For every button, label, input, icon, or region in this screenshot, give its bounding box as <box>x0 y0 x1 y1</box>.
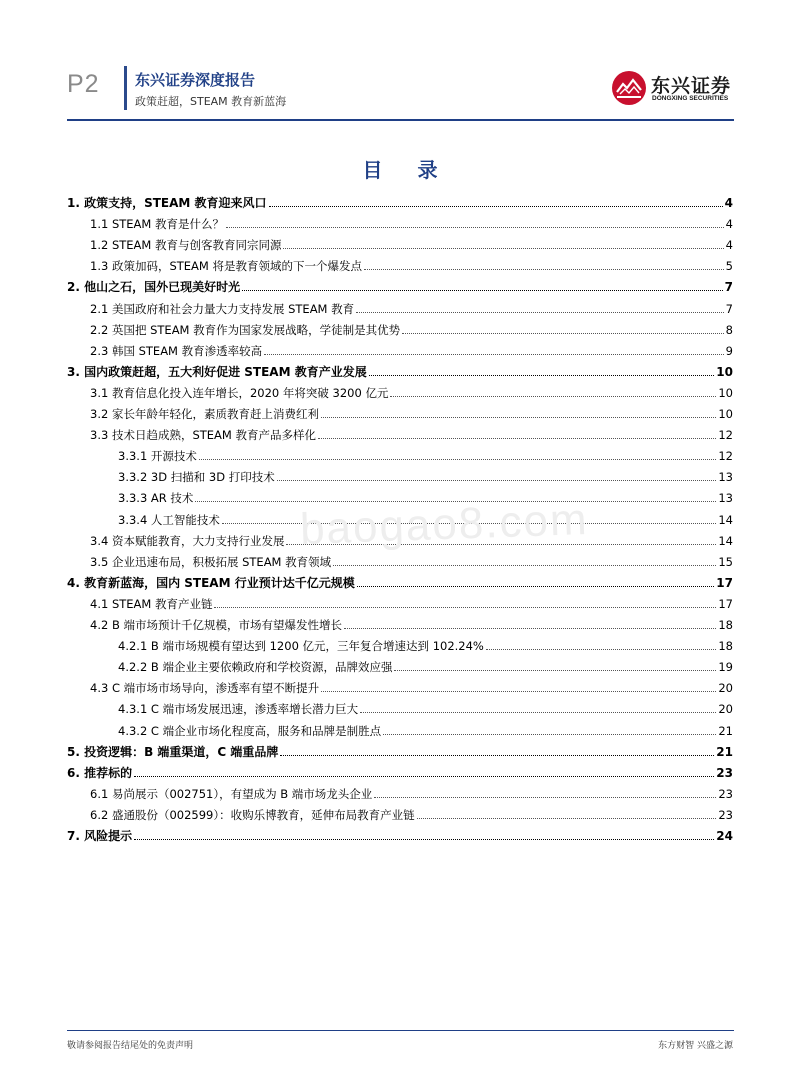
toc-entry[interactable] <box>67 802 733 822</box>
toc-entry-page: 19 <box>718 660 733 675</box>
toc-entry-page: 20 <box>718 681 733 696</box>
toc-entry[interactable] <box>67 718 733 738</box>
toc-entry[interactable] <box>67 211 733 231</box>
toc-entry[interactable] <box>67 190 733 210</box>
toc-dot-leader <box>242 290 723 291</box>
toc-entry-label: 4. 教育新蓝海，国内 STEAM 行业预计达千亿元规模 <box>67 575 355 590</box>
toc-entry-page: 4 <box>725 238 733 253</box>
toc-entry-label: 1. 政策支持，STEAM 教育迎来风口 <box>67 196 267 210</box>
toc-entry-label: 3.3.4 人工智能技术 <box>118 512 220 527</box>
toc-dot-leader <box>134 776 714 777</box>
toc-dot-leader <box>374 797 716 798</box>
toc-dot-leader <box>283 248 723 249</box>
toc-entry-page: 21 <box>716 744 733 759</box>
toc-dot-leader <box>344 628 716 629</box>
toc-entry-label: 6. 推荐标的 <box>67 765 133 780</box>
logo-mark-icon <box>611 70 647 106</box>
toc-entry[interactable] <box>67 274 733 294</box>
toc-entry-label: 1.3 政策加码，STEAM 将是教育领域的下一个爆发点 <box>90 259 362 274</box>
toc-dot-leader <box>390 396 716 397</box>
toc-entry-page: 23 <box>718 786 733 801</box>
toc-dot-leader <box>280 755 714 756</box>
toc-dot-leader <box>134 839 714 840</box>
toc-entry-label: 3.2 家长年龄年轻化，素质教育赶上消费红利 <box>90 407 319 421</box>
toc-entry[interactable] <box>67 654 733 674</box>
toc-entry[interactable] <box>67 443 733 463</box>
toc-dot-leader <box>269 206 723 207</box>
toc-entry-label: 2.1 美国政府和社会力量大力支持发展 STEAM 教育 <box>90 301 355 316</box>
toc-entry[interactable] <box>67 549 733 569</box>
toc-entry-label: 4.2 B 端市场预计千亿规模，市场有望爆发性增长 <box>90 618 342 632</box>
footer-rule <box>67 1030 734 1031</box>
toc-entry-page: 13 <box>718 491 733 506</box>
toc-dot-leader <box>214 607 716 608</box>
toc-entry-label: 2.2 英国把 STEAM 教育作为国家发展战略，学徒制是其优势 <box>90 322 401 337</box>
toc-entry-page: 21 <box>718 723 733 738</box>
toc-entry-page: 20 <box>718 702 733 717</box>
toc-entry-page: 12 <box>718 428 733 443</box>
toc-entry-label: 4.3 C 端市场市场导向，渗透率有望不断提升 <box>90 681 320 696</box>
footer-disclaimer: 敬请参阅报告结尾处的免责声明 <box>67 1041 194 1051</box>
toc-dot-leader <box>369 375 715 376</box>
toc-entry-page: 14 <box>718 533 733 548</box>
toc-entry-page: 17 <box>718 596 733 611</box>
toc-dot-leader <box>318 438 716 439</box>
toc-entry-label: 2. 他山之石，国外已现美好时光 <box>67 280 241 295</box>
toc-dot-leader <box>402 333 724 334</box>
toc-entry-page: 10 <box>718 407 733 421</box>
toc-entry-page: 14 <box>718 512 733 527</box>
toc-entry[interactable] <box>67 253 733 273</box>
toc-dot-leader <box>486 649 717 650</box>
toc-dot-leader <box>321 691 716 692</box>
toc-entry-label: 4.1 STEAM 教育产业链 <box>90 596 213 611</box>
toc-entry-page: 18 <box>718 639 733 654</box>
logo-english-text: DONGXING SECURITIES <box>652 95 729 102</box>
toc-entry-page: 24 <box>716 829 733 843</box>
toc-entry[interactable] <box>67 675 733 695</box>
toc-dot-leader <box>417 818 717 819</box>
toc-entry-page: 23 <box>716 765 733 780</box>
toc-entry-label: 3.3.3 AR 技术 <box>118 491 194 506</box>
toc-entry-label: 4.3.2 C 端企业市场化程度高，服务和品牌是制胜点 <box>118 723 382 738</box>
report-subtitle: 政策赶超，STEAM 教育新蓝海 <box>135 95 287 108</box>
toc-entry[interactable] <box>67 296 733 316</box>
toc-entry-label: 3.1 教育信息化投入连年增长，2020 年将突破 3200 亿元 <box>90 385 389 400</box>
toc-dot-leader <box>356 312 724 313</box>
toc-entry[interactable] <box>67 612 733 632</box>
toc-entry-page: 13 <box>718 470 733 485</box>
toc-entry-label: 6.2 盛通股份（002599）：收购乐博教育，延伸布局教育产业链 <box>90 807 415 822</box>
header-rule <box>67 119 734 121</box>
toc-entry[interactable] <box>67 464 733 484</box>
toc-dot-leader <box>199 459 716 460</box>
toc-entry-label: 3.3.1 开源技术 <box>118 449 197 464</box>
toc-entry[interactable] <box>67 633 733 653</box>
toc-dot-leader <box>357 586 715 587</box>
toc-entry[interactable] <box>67 317 733 337</box>
toc-entry-label: 1.2 STEAM 教育与创客教育同宗同源 <box>90 238 282 253</box>
toc-entry[interactable] <box>67 338 733 358</box>
toc-entry-page: 10 <box>716 364 733 379</box>
toc-entry-page: 12 <box>718 449 733 464</box>
toc-entry-page: 8 <box>725 322 733 337</box>
toc-entry[interactable] <box>67 781 733 801</box>
header-divider <box>124 66 127 110</box>
toc-entry[interactable] <box>67 422 733 442</box>
toc-entry-page: 7 <box>724 280 733 295</box>
report-title: 东兴证券深度报告 <box>135 71 256 89</box>
toc-dot-leader <box>264 354 724 355</box>
toc-entry[interactable] <box>67 591 733 611</box>
toc-entry[interactable] <box>67 823 733 843</box>
toc-entry-label: 3.5 企业迅速布局，积极拓展 STEAM 教育领域 <box>90 554 332 569</box>
toc-entry-label: 4.2.2 B 端企业主要依赖政府和学校资源，品牌效应强 <box>118 660 393 675</box>
toc-entry[interactable] <box>67 739 733 759</box>
toc-dot-leader <box>394 670 716 671</box>
toc-entry-page: 7 <box>725 301 733 316</box>
toc-entry[interactable] <box>67 380 733 400</box>
toc-entry-label: 1.1 STEAM 教育是什么？ <box>90 217 224 232</box>
toc-dot-leader <box>360 712 716 713</box>
toc-dot-leader <box>277 480 717 481</box>
toc-entry-page: 9 <box>725 343 733 358</box>
toc-entry-label: 5. 投资逻辑：B 端重渠道，C 端重品牌 <box>67 744 279 759</box>
toc-entry-label: 3.4 资本赋能教育，大力支持行业发展 <box>90 533 285 548</box>
toc-entry-label: 7. 风险提示 <box>67 829 133 843</box>
toc-entry-page: 23 <box>718 807 733 822</box>
toc-entry-page: 17 <box>716 575 733 590</box>
page-number: P2 <box>67 70 100 98</box>
toc-entry[interactable] <box>67 760 733 780</box>
toc-entry-label: 4.2.1 B 端市场规模有望达到 1200 亿元，三年复合增速达到 102.24% <box>118 639 484 654</box>
toc-entry-label: 6.1 易尚展示（002751），有望成为 B 端市场龙头企业 <box>90 786 373 801</box>
toc-dot-leader <box>226 227 724 228</box>
toc-entry-label: 2.3 韩国 STEAM 教育渗透率较高 <box>90 343 263 358</box>
toc-entry-page: 10 <box>718 385 733 400</box>
toc-dot-leader <box>321 417 716 418</box>
footer-slogan: 东方财智 兴盛之源 <box>658 1041 733 1051</box>
toc-dot-leader <box>364 269 724 270</box>
toc-dot-leader <box>333 565 716 566</box>
toc-entry-label: 4.3.1 C 端市场发展迅速，渗透率增长潜力巨大 <box>118 702 359 717</box>
toc-entry[interactable] <box>67 570 733 590</box>
toc-entry-page: 15 <box>718 554 733 569</box>
toc-entry[interactable] <box>67 359 733 379</box>
toc-entry-label: 3.3 技术日趋成熟，STEAM 教育产品多样化 <box>90 428 316 443</box>
company-logo <box>611 68 741 110</box>
toc-entry-label: 3. 国内政策赶超，五大利好促进 STEAM 教育产业发展 <box>67 364 367 379</box>
toc-entry-page: 18 <box>718 618 733 632</box>
toc-dot-leader <box>383 734 716 735</box>
toc-entry-label: 3.3.2 3D 扫描和 3D 打印技术 <box>118 470 275 485</box>
toc-entry[interactable] <box>67 232 733 252</box>
toc-title: 目 录 <box>362 158 452 182</box>
logo-text: 东兴证券 <box>651 75 732 97</box>
toc-entry[interactable] <box>67 696 733 716</box>
toc-entry-page: 4 <box>724 196 733 210</box>
toc-entry-page: 5 <box>725 259 733 274</box>
toc-entry[interactable] <box>67 401 733 421</box>
toc-entry-page: 4 <box>725 217 733 232</box>
watermark: baogao8.com <box>299 494 590 555</box>
